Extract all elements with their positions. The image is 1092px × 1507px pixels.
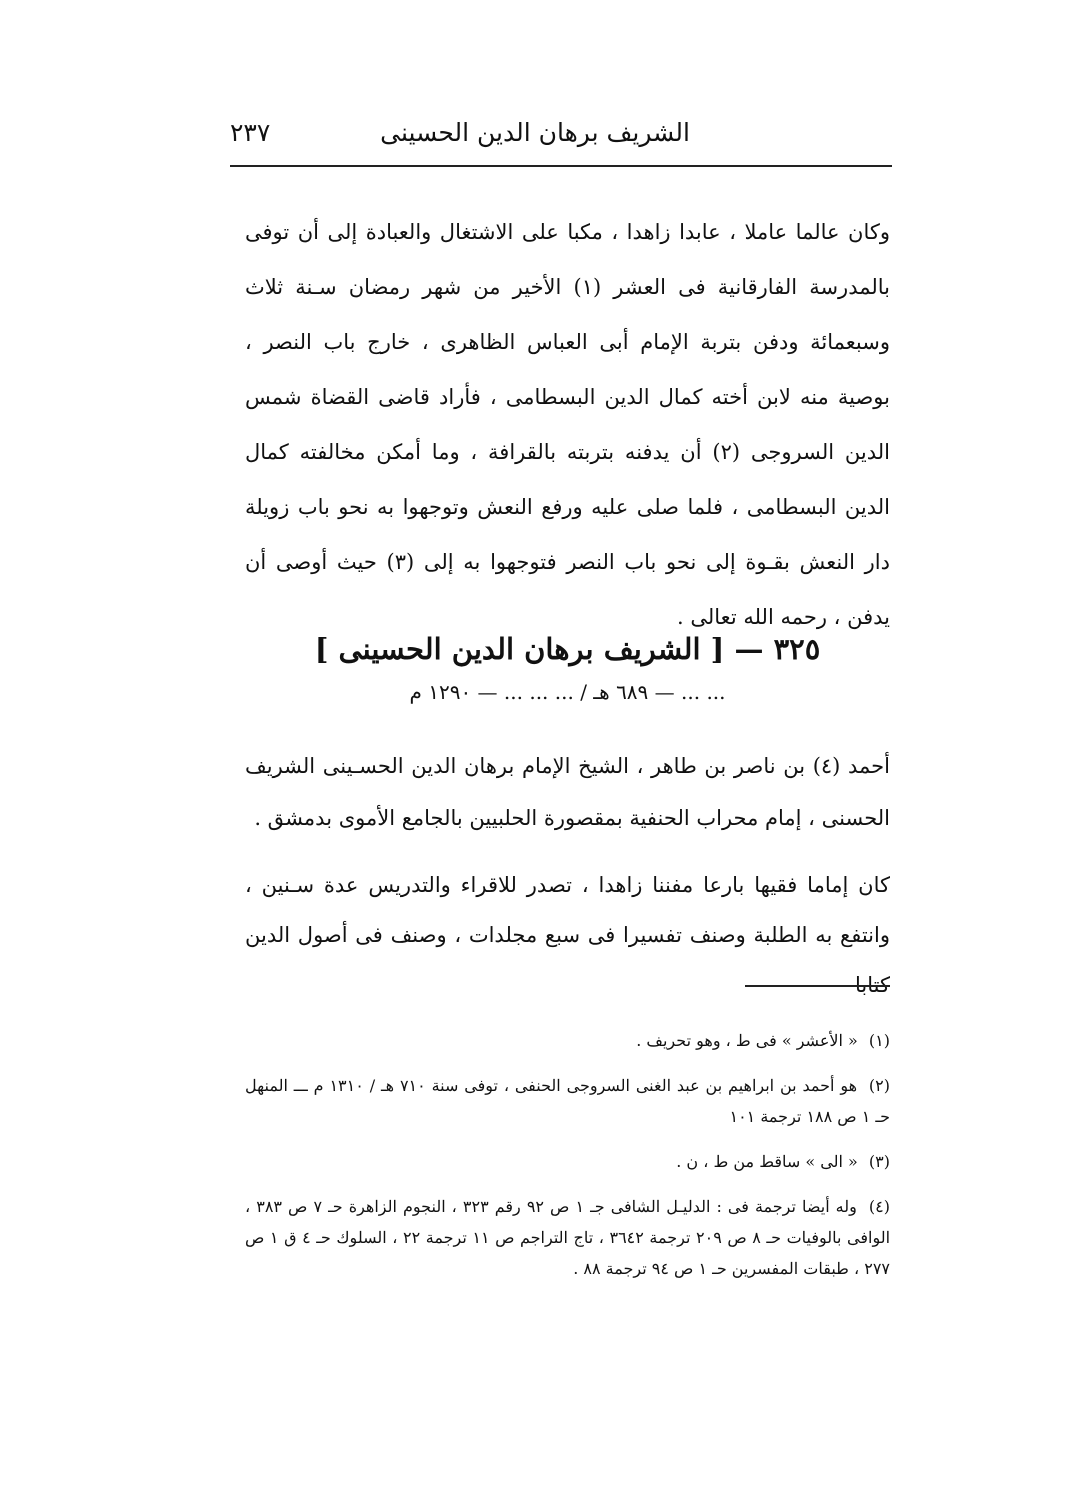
footnote-marker: (٣) bbox=[868, 1152, 890, 1171]
footnote-1 bbox=[245, 1025, 890, 1056]
footnote-4 bbox=[245, 1191, 890, 1284]
paragraph-previous-entry-end: وكان عالما عاملا ، عابدا زاهدا ، مكبا على الاشتغال والعبادة إلى أن توفى بالمدرسة الفارقانية فى العشر (١) الأخير من شهر رمضان سـنة ثلاث وسبعمائة ودفن بتربة الإمام أبى العباس الظاهرى ، خارج باب النصر ، بوصية منه لابن أخته كمال الدين البسطامى ، فأراد قاضى القضاة شمس الدين السروجى (٢) أن يدفنه بتربته بالقرافة ، وما أمكن مخالفته كمال الدين البسطامى ، فلما صلى عليه ورفع النعش وتوجهوا به نحو باب زويلة دار النعش بقـوة إلى نحو باب النصر فتوجهوا به إلى (٣) حيث أوصى أن يدفن ، رحمه الله تعالى . bbox=[245, 220, 891, 629]
header-rule bbox=[230, 165, 892, 167]
footnote-text: هو أحمد بن ابراهيم بن عبد الغنى السروجى الحنفى ، توفى سنة ٧١٠ هـ / ١٣١٠ م ـــ المنهل حـ ١ ص ١٨٨ ترجمة ١٠١ bbox=[245, 1076, 890, 1126]
footnote-rule bbox=[745, 985, 890, 987]
page-number: ٢٣٧ bbox=[230, 118, 271, 147]
footnote-marker: (٤) bbox=[868, 1197, 891, 1216]
paragraph-entry-name: أحمد (٤) بن ناصر بن طاهر ، الشيخ الإمام برهان الدين الحسـينى الشريف الحسنى ، إمام محراب الحنفية بمقصورة الحلبيين بالجامع الأموى بدمشق . bbox=[245, 754, 890, 830]
footnote-2 bbox=[245, 1070, 890, 1132]
paragraph-entry-bio: كان إماما فقيها بارعا مفننا زاهدا ، تصدر للاقراء والتدريس عدة سـنين ، وانتفع به الطلبة وصنف تفسيرا فى سبع مجلدات ، وصنف فى أصول الدين كتابا bbox=[245, 873, 890, 997]
entry-heading: ٣٢٥ — [ الشريف برهان الدين الحسينى ] bbox=[314, 632, 821, 666]
footnote-3 bbox=[245, 1146, 890, 1177]
entry-dates: ... ... — ٦٨٩ هـ / ... ... ... — ١٢٩٠ م bbox=[409, 680, 726, 704]
running-title: الشريف برهان الدين الحسينى bbox=[380, 118, 690, 147]
footnote-marker: (١) bbox=[868, 1031, 890, 1050]
footnote-marker: (٢) bbox=[868, 1076, 891, 1095]
footnotes bbox=[245, 1025, 890, 1298]
running-header bbox=[230, 118, 890, 158]
footnote-text: « الأعشر » فى ط ، وهو تحريف . bbox=[636, 1031, 858, 1050]
footnote-text: « الى » ساقط من ط ، ن . bbox=[676, 1152, 858, 1171]
footnote-text: وله أيضا ترجمة فى : الدليـل الشافى جـ ١ ص ٩٢ رقم ٣٢٣ ، النجوم الزاهرة حـ ٧ ص ٣٨٣ ، الوافى بالوفيات حـ ٨ ص ٢٠٩ ترجمة ٣٦٤٢ ، تاج التراجم ص ١١ ترجمة ٢٢ ، السلوك حـ ٤ ق ١ ص ٢٧٧ ، طبقات المفسرين حـ ١ ص ٩٤ ترجمة ٨٨ . bbox=[245, 1197, 891, 1278]
